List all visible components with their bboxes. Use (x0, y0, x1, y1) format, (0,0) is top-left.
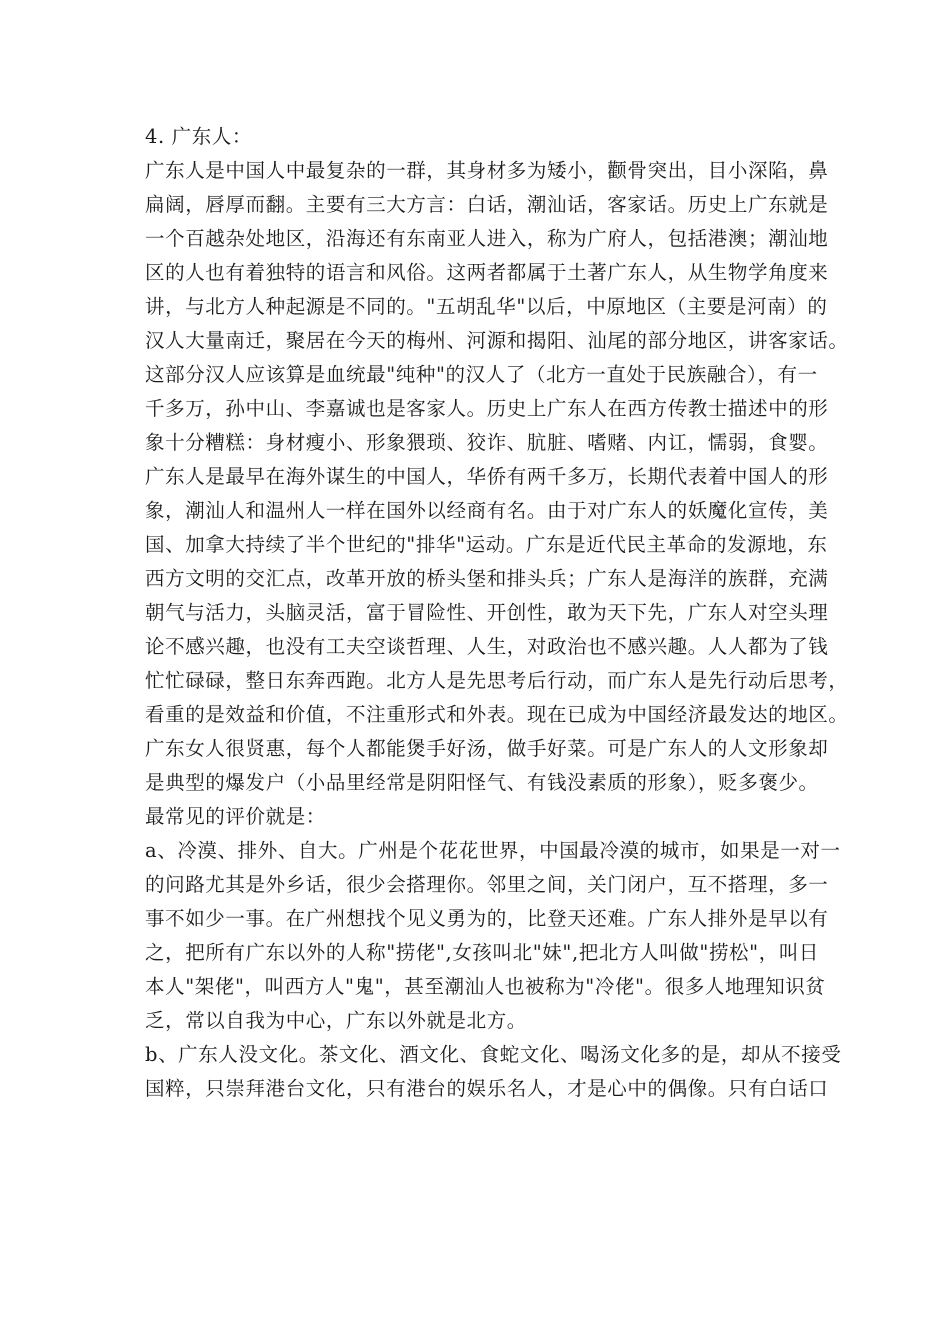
text-line: 事不如少一事。在广州想找个见义勇为的，比登天还难。广东人排外是早以有 (145, 907, 829, 930)
text-line: 广东人是最早在海外谋生的中国人，华侨有两千多万，长期代表着中国人的形 (145, 465, 829, 488)
text-line: 之，把所有广东以外的人称"捞佬",女孩叫北"妹",把北方人叫做"捞松"，叫日 (145, 941, 820, 964)
text-line: 广东女人很贤惠，每个人都能煲手好汤，做手好菜。可是广东人的人文形象却 (145, 737, 829, 760)
text-line: 象，潮汕人和温州人一样在国外以经商有名。由于对广东人的妖魔化宣传，美 (145, 499, 829, 522)
list-item-a-line: a、冷漠、排外、自大。广州是个花花世界，中国最冷漠的城市，如果是一对一 (145, 839, 841, 862)
text-line: 乏，常以自我为中心，广东以外就是北方。 (145, 1009, 527, 1032)
text-line: 象十分糟糕：身材瘦小、形象猥琐、狡诈、肮脏、嗜赌、内讧，懦弱，食婴。 (145, 431, 829, 454)
text-line: 忙忙碌碌，整日东奔西跑。北方人是先思考后行动，而广东人是先行动后思考， (145, 669, 849, 692)
text-line: 是典型的爆发户（小品里经常是阴阳怪气、有钱没素质的形象），贬多褒少。 (145, 771, 819, 794)
text-line: 论不感兴趣，也没有工夫空谈哲理、人生，对政治也不感兴趣。人人都为了钱 (145, 635, 829, 658)
text-line: 汉人大量南迁，聚居在今天的梅州、河源和揭阳、汕尾的部分地区，讲客家话。 (145, 329, 849, 352)
text-line: 这部分汉人应该算是血统最"纯种"的汉人了（北方一直处于民族融合），有一 (145, 363, 818, 386)
text-line: 国粹，只崇拜港台文化，只有港台的娱乐名人，才是心中的偶像。只有白话口 (145, 1077, 829, 1100)
text-line: 国、加拿大持续了半个世纪的"排华"运动。广东是近代民主革命的发源地，东 (145, 533, 828, 556)
text-line: 的问路尤其是外乡话，很少会搭理你。邻里之间，关门闭户，互不搭理，多一 (145, 873, 829, 896)
text-line: 讲，与北方人种起源是不同的。"五胡乱华"以后，中原地区（主要是河南）的 (145, 295, 828, 318)
text-line: 看重的是效益和价值，不注重形式和外表。现在已成为中国经济最发达的地区。 (145, 703, 849, 726)
list-item-b-line: b、广东人没文化。茶文化、酒文化、食蛇文化、喝汤文化多的是，却从不接受 (145, 1043, 842, 1066)
text-line: 朝气与活力，头脑灵活，富于冒险性、开创性，敢为天下先，广东人对空头理 (145, 601, 829, 624)
text-line: 最常见的评价就是： (145, 805, 326, 828)
text-line: 一个百越杂处地区，沿海还有东南亚人进入，称为广府人，包括港澳；潮汕地 (145, 227, 829, 250)
text-line: 本人"架佬"，叫西方人"鬼"，甚至潮汕人也被称为"冷佬"。很多人地理知识贫 (145, 975, 826, 998)
text-line: 区的人也有着独特的语言和风俗。这两者都属于土著广东人，从生物学角度来 (145, 261, 829, 284)
text-line: 千多万，孙中山、李嘉诚也是客家人。历史上广东人在西方传教士描述中的形 (145, 397, 829, 420)
text-line: 西方文明的交汇点，改革开放的桥头堡和排头兵；广东人是海洋的族群，充满 (145, 567, 829, 590)
document-body (145, 120, 849, 1106)
heading-line: 4. 广东人： (145, 125, 253, 148)
text-line: 扁阔，唇厚而翻。主要有三大方言：白话，潮汕话，客家话。历史上广东就是 (145, 193, 829, 216)
text-line: 广东人是中国人中最复杂的一群，其身材多为矮小，颧骨突出，目小深陷，鼻 (145, 159, 829, 182)
